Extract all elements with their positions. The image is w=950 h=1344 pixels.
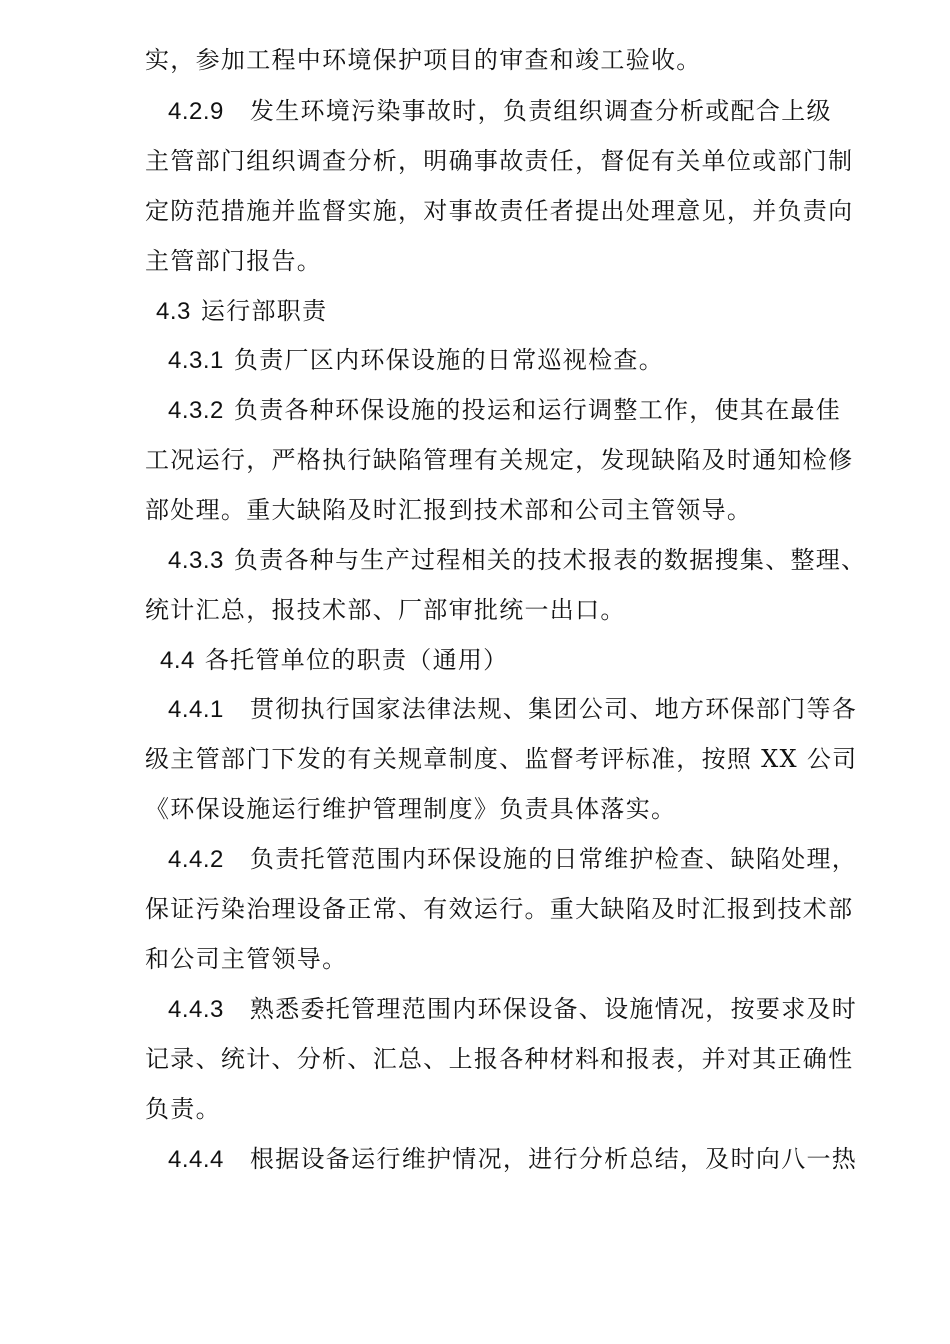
section-number: 4.4.4 [168,1146,224,1173]
section-4-4-2-line: 4.4.2 负责托管范围内环保设施的日常维护检查、缺陷处理， [168,845,858,873]
section-number: 4.4.2 [168,846,224,873]
paragraph-line: 统计汇总，报技术部、厂部审批统一出口。 [145,596,626,624]
section-heading-4-4: 4.4 各托管单位的职责（通用） [160,646,509,674]
paragraph-line: 《环保设施运行维护管理制度》负责具体落实。 [145,795,677,823]
section-number: 4.4.3 [168,996,224,1023]
section-number: 4.4 [160,647,195,674]
section-number: 4.2.9 [168,98,224,125]
section-number: 4.4.1 [168,696,224,723]
section-number: 4.3.1 [168,347,224,374]
paragraph-line: 保证污染治理设备正常、有效运行。重大缺陷及时汇报到技术部 [145,895,854,923]
section-4-4-4-line: 4.4.4 根据设备运行维护情况，进行分析总结，及时向八一热 [168,1145,858,1173]
section-heading-4-3: 4.3 运行部职责 [156,297,328,325]
section-4-4-1-line: 4.4.1 贯彻执行国家法律法规、集团公司、地方环保部门等各 [168,695,858,723]
paragraph-line: 和公司主管领导。 [145,945,348,973]
paragraph-line: 实，参加工程中环境保护项目的审查和竣工验收。 [145,46,702,74]
section-number: 4.3.2 [168,397,224,424]
section-4-3-3-line: 4.3.3 负责各种与生产过程相关的技术报表的数据搜集、整理、 [168,546,867,574]
paragraph-line: 负责。 [145,1095,221,1123]
section-4-3-2-line: 4.3.2 负责各种环保设施的投运和运行调整工作，使其在最佳 [168,396,842,424]
section-number: 4.3.3 [168,547,224,574]
paragraph-line: 级主管部门下发的有关规章制度、监督考评标准，按照 XX 公司 [145,745,858,773]
paragraph-line: 部处理。重大缺陷及时汇报到技术部和公司主管领导。 [145,496,753,524]
paragraph-line: 主管部门报告。 [145,247,323,275]
section-4-2-9-line: 4.2.9 发生环境污染事故时，负责组织调查分析或配合上级 [168,97,832,125]
paragraph-line: 工况运行，严格执行缺陷管理有关规定，发现缺陷及时通知检修 [145,446,854,474]
section-4-4-3-line: 4.4.3 熟悉委托管理范围内环保设备、设施情况，按要求及时 [168,995,858,1023]
section-number: 4.3 [156,298,191,325]
paragraph-line: 主管部门组织调查分析，明确事故责任，督促有关单位或部门制 [145,147,854,175]
section-4-3-1-line: 4.3.1 负责厂区内环保设施的日常巡视检查。 [168,346,664,374]
paragraph-line: 记录、统计、分析、汇总、上报各种材料和报表，并对其正确性 [145,1045,854,1073]
paragraph-line: 定防范措施并监督实施，对事故责任者提出处理意见，并负责向 [145,197,854,225]
